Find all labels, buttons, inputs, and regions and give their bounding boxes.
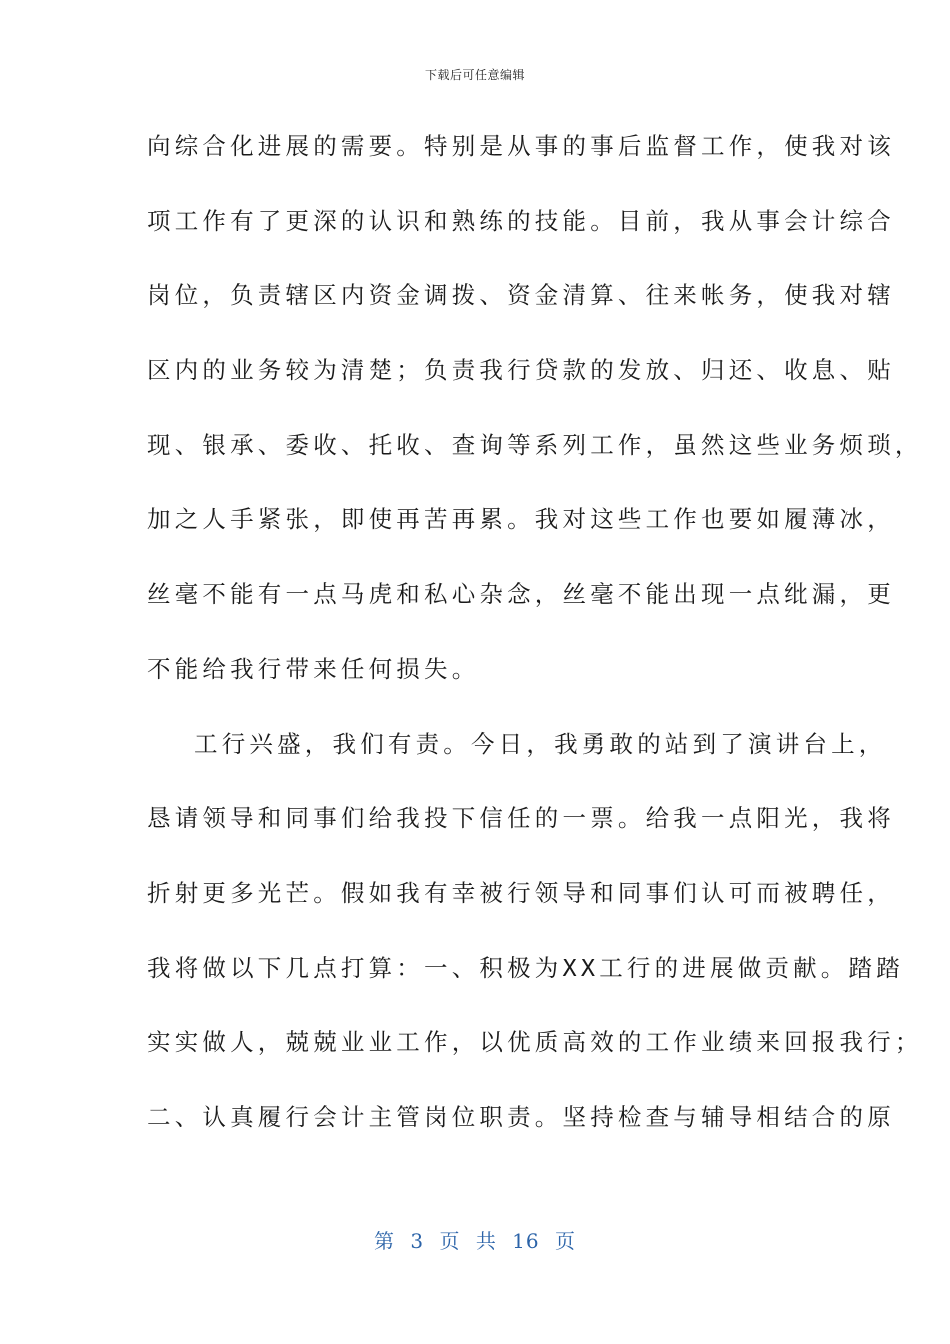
paragraph-line: 恳请领导和同事们给我投下信任的一票。给我一点阳光，我将	[147, 804, 895, 833]
footer-page-unit: 页	[439, 1229, 461, 1253]
page-header: 下载后可任意编辑	[424, 68, 525, 82]
paragraph-line: 我将做以下几点打算：一、积极为XX工行的进展做贡献。踏踏	[147, 953, 904, 982]
page-footer	[0, 1225, 950, 1254]
paragraph-line: 不能给我行带来任何损失。	[147, 654, 480, 683]
paragraph-line: 向综合化进展的需要。特别是从事的事后监督工作，使我对该	[147, 132, 895, 160]
paragraph-line: 折射更多光芒。假如我有幸被行领导和同事们认可而被聘任，	[147, 878, 895, 907]
paragraph-line: 二、认真履行会计主管岗位职责。坚持检查与辅导相结合的原	[147, 1102, 895, 1131]
paragraph-line: 工行兴盛，我们有责。今日，我勇敢的站到了演讲台上，	[194, 729, 887, 758]
paragraph-line: 现、银承、委收、托收、查询等系列工作，虽然这些业务烦琐，	[147, 430, 923, 459]
paragraph-line: 加之人手紧张，即使再苦再累。我对这些工作也要如履薄冰，	[147, 505, 895, 534]
paragraph-line: 项工作有了更深的认识和熟练的技能。目前，我从事会计综合	[147, 206, 895, 235]
paragraph-line: 丝毫不能有一点马虎和私心杂念，丝毫不能出现一点纰漏，更	[147, 580, 895, 609]
paragraph-line: 岗位，负责辖区内资金调拨、资金清算、往来帐务，使我对辖	[147, 281, 895, 310]
paragraph-line: 区内的业务较为清楚；负责我行贷款的发放、归还、收息、贴	[147, 356, 895, 385]
document-body	[147, 124, 923, 1170]
footer-prefix: 第	[374, 1229, 395, 1253]
footer-total-prefix: 共	[475, 1229, 497, 1253]
footer-total-unit: 页	[554, 1229, 576, 1253]
footer-total-pages: 16	[512, 1229, 540, 1253]
paragraph-line: 实实做人，兢兢业业工作，以优质高效的工作业绩来回报我行；	[147, 1028, 923, 1057]
footer-page-number: 3	[410, 1229, 425, 1253]
